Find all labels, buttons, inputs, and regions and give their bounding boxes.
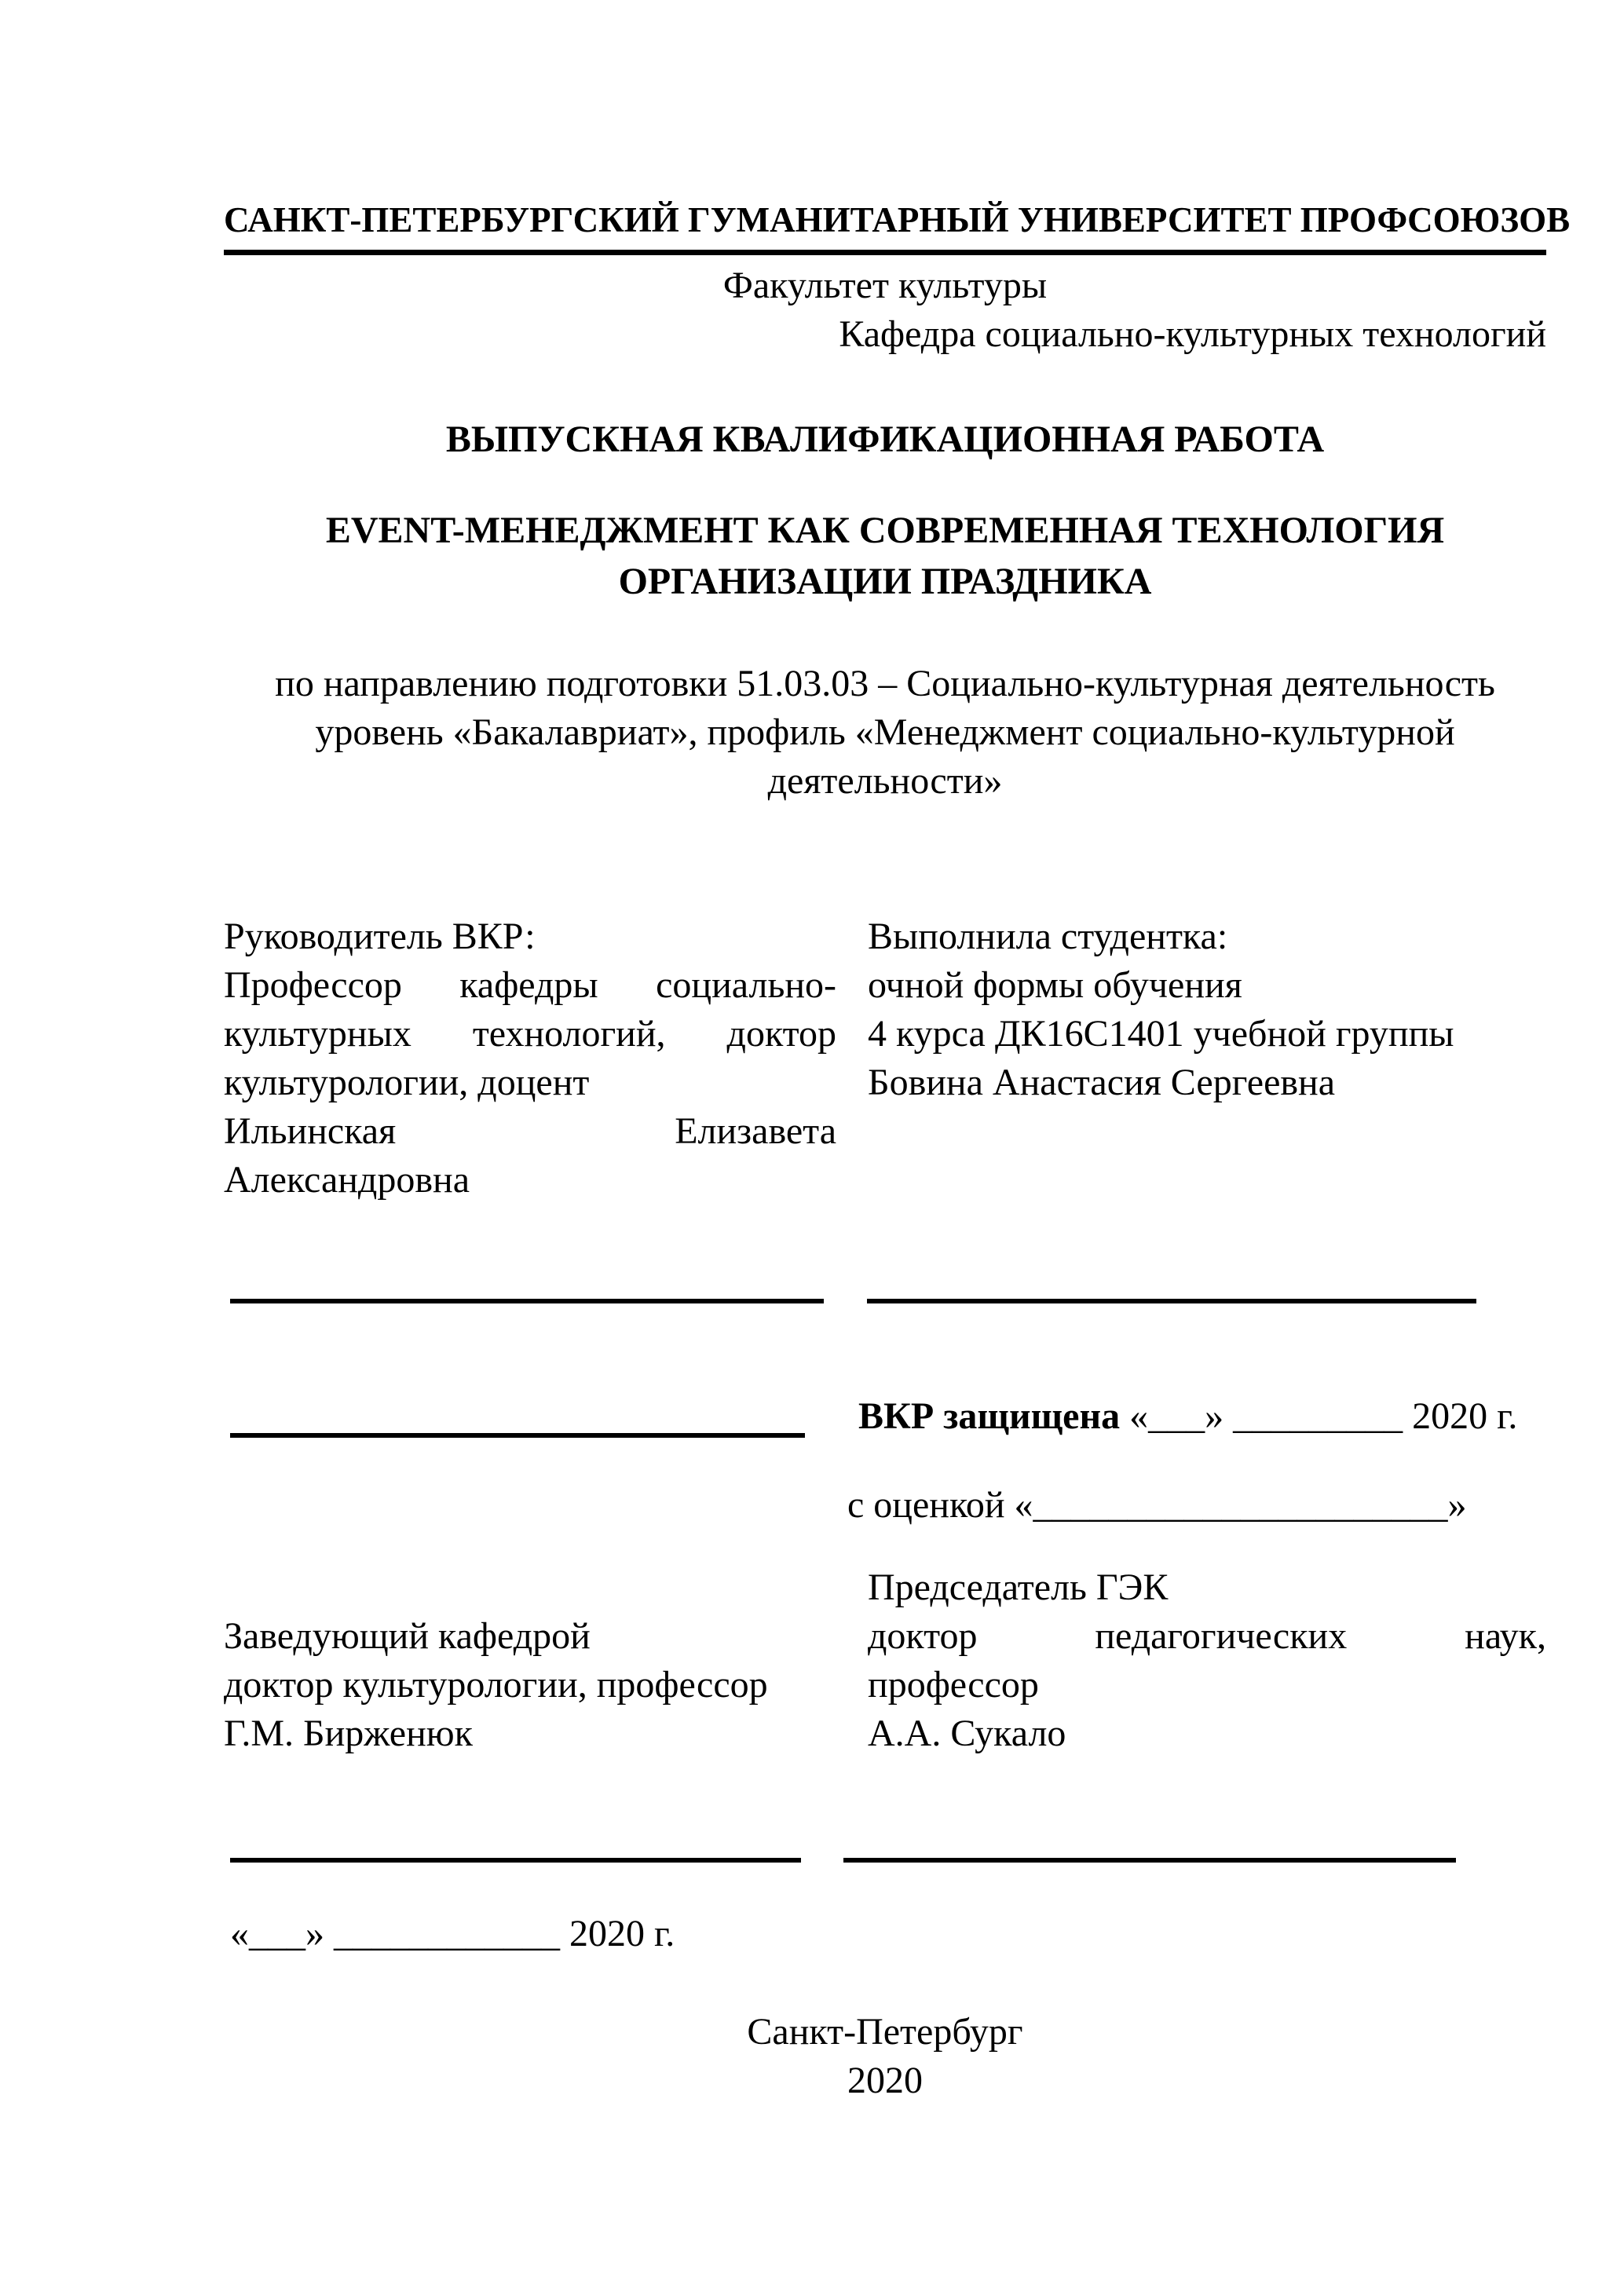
signature-row-1 (230, 1292, 1546, 1303)
chairman-line: профессор (868, 1664, 1039, 1706)
people-columns (224, 912, 1546, 1205)
student-block (868, 912, 1546, 1205)
student-line: 4 курса ДК16С1401 учебной группы (868, 1013, 1454, 1055)
defense-date-line (858, 1392, 1517, 1441)
program-line2: уровень «Бакалавриат», профиль «Менеджмент социально-культурной (315, 711, 1455, 753)
chairman-line: А.А. Сукало (868, 1713, 1066, 1754)
student-line: Бовина Анастасия Сергеевна (868, 1062, 1336, 1103)
supervisor-line: культурных технологий, доктор (224, 1013, 836, 1055)
head-signature-line (230, 1852, 801, 1863)
faculty-line: Факультет культуры (722, 265, 1048, 306)
student-label: Выполнила студентка: (868, 916, 1228, 957)
chairman-signature-line (843, 1852, 1456, 1863)
officials-columns (224, 1563, 1546, 1758)
chairman-block (868, 1563, 1546, 1758)
student-signature-line (867, 1292, 1476, 1303)
year-line: 2020 (847, 2060, 923, 2101)
student-line: очной формы обучения (868, 964, 1242, 1006)
work-type-heading: ВЫПУСКНАЯ КВАЛИФИКАЦИОННАЯ РАБОТА (445, 419, 1325, 460)
supervisor-line: Александровна (224, 1159, 470, 1201)
thesis-title (224, 505, 1546, 607)
program-line1: по направлению подготовки 51.03.03 – Социально-культурная деятельность (275, 663, 1495, 704)
chairman-line: доктор педагогических наук, (868, 1615, 1546, 1657)
supervisor-line: культурологии, доцент (224, 1062, 590, 1103)
date-blank-line: «___» ____________ 2020 г. (230, 1913, 675, 1954)
supervisor-signature-line (230, 1292, 824, 1303)
supervisor-line: Ильинская Елизавета (224, 1110, 836, 1152)
signature-row-3 (230, 1852, 1546, 1863)
grade-line: с оценкой «______________________» (847, 1484, 1467, 1526)
head-line: Заведующий кафедрой (224, 1615, 591, 1657)
chairman-title: Председатель ГЭК (868, 1567, 1169, 1608)
program-info (224, 660, 1546, 806)
supervisor-line: Профессор кафедры социально- (224, 964, 836, 1006)
defended-blank: «___» _________ 2020 г. (1120, 1395, 1518, 1437)
defended-label: ВКР защищена (858, 1395, 1121, 1437)
supervisor-block (224, 912, 836, 1205)
department-line: Кафедра социально-культурных технологий (839, 313, 1546, 355)
head-of-department-block (224, 1563, 836, 1758)
city-line: Санкт-Петербург (747, 2011, 1023, 2053)
signature-line (230, 1427, 805, 1438)
head-line: доктор культурологии, профессор (224, 1664, 768, 1706)
thesis-title-line1: EVENT-МЕНЕДЖМЕНТ КАК СОВРЕМЕННАЯ ТЕХНОЛОГИЯ (325, 510, 1445, 551)
head-line: Г.М. Бирженюк (224, 1713, 473, 1754)
thesis-title-line2: ОРГАНИЗАЦИИ ПРАЗДНИКА (618, 561, 1152, 602)
university-name: САНКТ-ПЕТЕРБУРГСКИЙ ГУМАНИТАРНЫЙ УНИВЕРСИТЕТ ПРОФСОЮЗОВ (224, 198, 1546, 255)
signature-row-2 (230, 1392, 1546, 1441)
supervisor-label: Руководитель ВКР: (224, 916, 536, 957)
program-line3: деятельности» (767, 760, 1003, 802)
